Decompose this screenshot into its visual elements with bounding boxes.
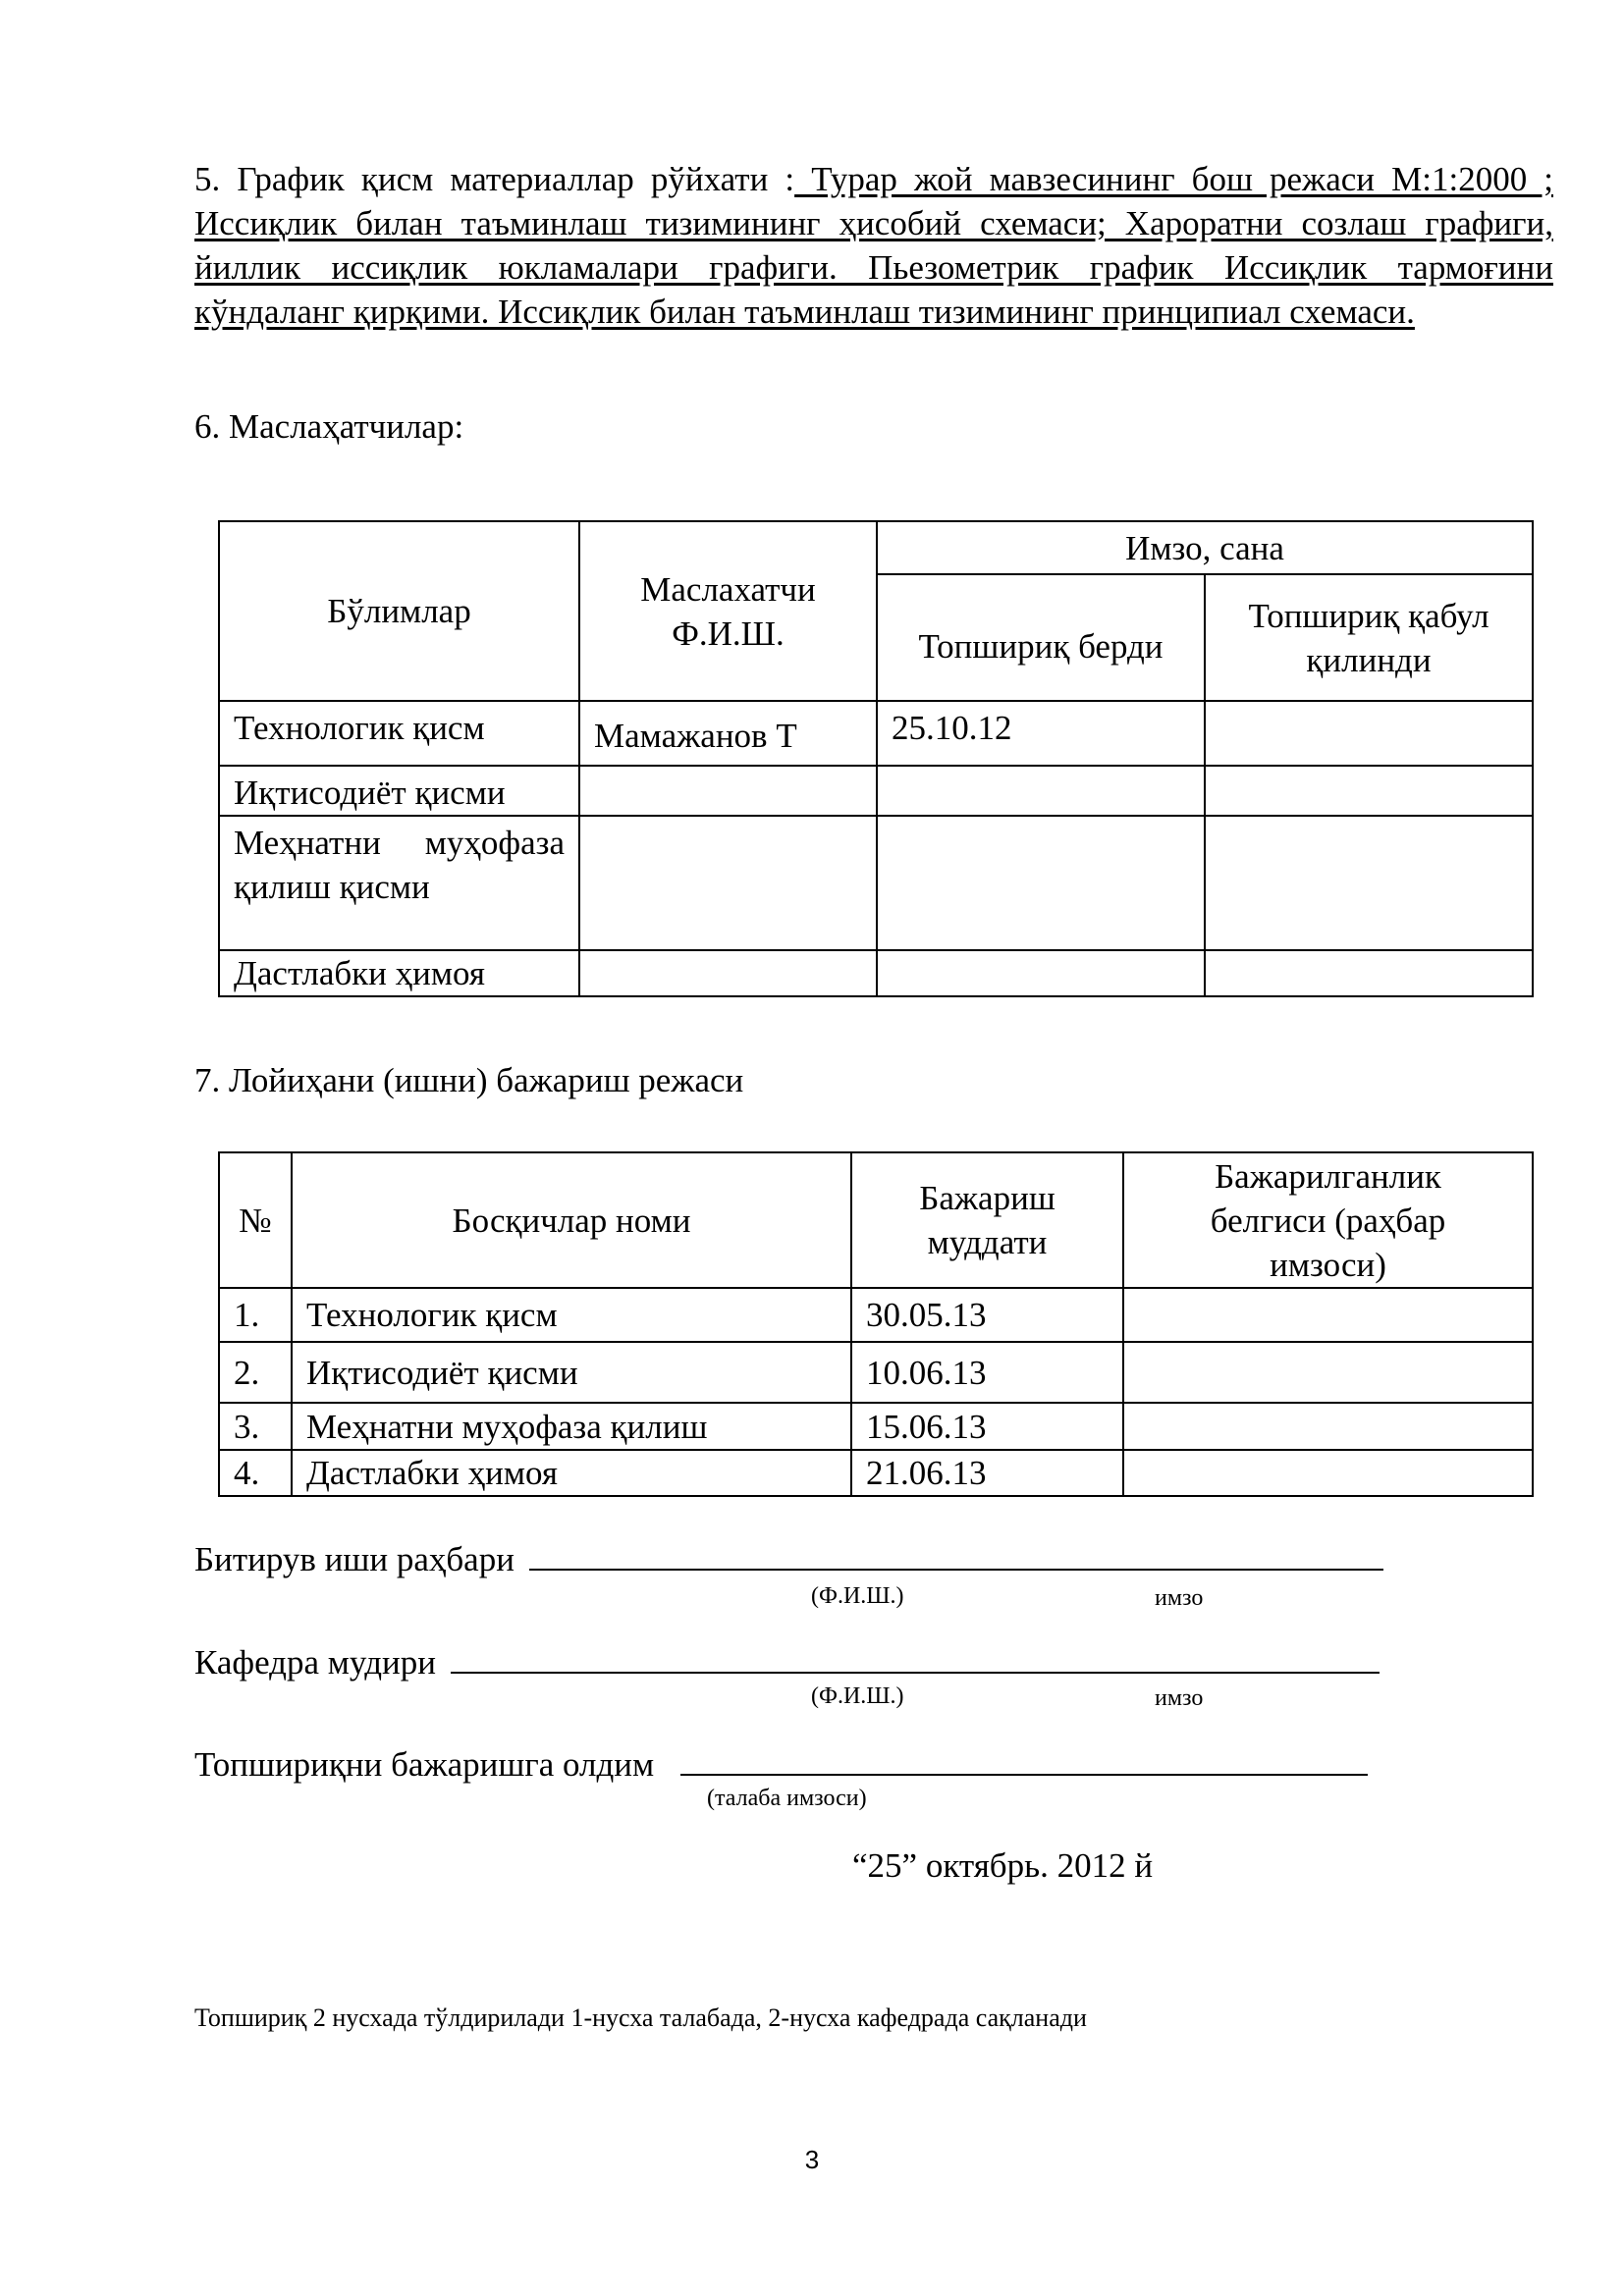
supervisor-fio-caption: (Ф.И.Ш.) <box>811 1583 904 1609</box>
supervisor-label: Битирув иши раҳбари <box>194 1540 514 1578</box>
graphic-materials-lead: 5. График қисм материаллар рўйхати : <box>194 160 795 198</box>
completion-mark <box>1123 1288 1533 1342</box>
section-name: Меҳнатни муҳофаза қилиш қисми <box>219 816 579 950</box>
header-given: Топшириқ берди <box>877 574 1205 701</box>
head-sign-caption: имзо <box>1155 1685 1204 1711</box>
head-signature-row <box>194 1636 1380 1684</box>
row-num: 3. <box>219 1403 292 1450</box>
accepted-date <box>1205 816 1533 950</box>
student-label: Топшириқни бажаришга олдим <box>194 1745 655 1784</box>
header-accepted: Топшириқ қабул қилинди <box>1205 574 1533 701</box>
table-row <box>219 766 1533 816</box>
deadline: 21.06.13 <box>851 1450 1123 1496</box>
section-name: Технологик қисм <box>219 701 579 766</box>
work-plan-title: 7. Лойиҳани (ишни) бажариш режаси <box>194 1061 744 1099</box>
header-num: № <box>219 1152 292 1288</box>
accepted-date <box>1205 701 1533 766</box>
table-row <box>219 1288 1533 1342</box>
row-num: 4. <box>219 1450 292 1496</box>
assignment-date: “25” октябрь. 2012 й <box>852 1846 1154 1885</box>
head-signature-field[interactable] <box>451 1636 1380 1674</box>
header-stage: Босқичлар номи <box>292 1152 851 1288</box>
stage-name: Дастлабки ҳимоя <box>292 1450 851 1496</box>
section-name: Иқтисодиёт қисми <box>219 766 579 816</box>
given-date <box>877 950 1205 996</box>
completion-mark <box>1123 1450 1533 1496</box>
header-deadline: Бажариш муддати <box>851 1152 1123 1288</box>
table-row <box>219 1450 1533 1496</box>
head-label: Кафедра мудири <box>194 1643 436 1682</box>
deadline: 15.06.13 <box>851 1403 1123 1450</box>
header-mark: Бажарилганлик белгиси (раҳбар имзоси) <box>1123 1152 1533 1288</box>
table-row <box>219 816 1533 950</box>
student-signature-field[interactable] <box>680 1738 1368 1776</box>
deadline: 10.06.13 <box>851 1342 1123 1403</box>
row-num: 2. <box>219 1342 292 1403</box>
supervisor-signature-row <box>194 1533 1383 1581</box>
work-plan-table <box>218 1151 1534 1497</box>
consultants-table <box>218 520 1534 997</box>
table-row <box>219 701 1533 766</box>
student-signature-row <box>194 1738 1368 1787</box>
header-signature-date: Имзо, сана <box>877 521 1533 574</box>
consultant-name <box>579 950 877 996</box>
table-row <box>219 1342 1533 1403</box>
deadline: 30.05.13 <box>851 1288 1123 1342</box>
student-signature-caption: (талаба имзоси) <box>707 1786 867 1811</box>
stage-name: Меҳнатни муҳофаза қилиш <box>292 1403 851 1450</box>
section-name: Дастлабки ҳимоя <box>219 950 579 996</box>
row-num: 1. <box>219 1288 292 1342</box>
supervisor-sign-caption: имзо <box>1155 1585 1204 1611</box>
given-date <box>877 816 1205 950</box>
header-consultant: Маслахатчи Ф.И.Ш. <box>579 521 877 701</box>
given-date: 25.10.12 <box>877 701 1205 766</box>
footer-note: Топшириқ 2 нусхада тўлдирилади 1-нусха талабада, 2-нусха кафедрада сақланади <box>194 2003 1087 2032</box>
consultants-title: 6. Маслаҳатчилар: <box>194 407 464 446</box>
graphic-materials-paragraph <box>194 157 1553 334</box>
accepted-date <box>1205 766 1533 816</box>
header-sections: Бўлимлар <box>219 521 579 701</box>
head-fio-caption: (Ф.И.Ш.) <box>811 1683 904 1709</box>
stage-name: Иқтисодиёт қисми <box>292 1342 851 1403</box>
consultant-name <box>579 766 877 816</box>
consultant-name: Мамажанов Т <box>579 701 877 766</box>
completion-mark <box>1123 1342 1533 1403</box>
graphic-materials-list: Турар жой мавзесининг бош режаси М:1:2000 ; Иссиқлик билан таъминлаш тизимининг ҳисобий схемаси; Хароратни созлаш графиги, йиллик иссиқлик юкламалари графиги. Пьезометрик график Иссиқлик тармоғини кўндаланг қирқими. Иссиқлик билан таъминлаш тизимининг принципиал схемаси. <box>194 160 1554 331</box>
table-row <box>219 950 1533 996</box>
consultant-name <box>579 816 877 950</box>
table-row <box>219 1403 1533 1450</box>
supervisor-signature-field[interactable] <box>529 1533 1383 1571</box>
completion-mark <box>1123 1403 1533 1450</box>
stage-name: Технологик қисм <box>292 1288 851 1342</box>
given-date <box>877 766 1205 816</box>
accepted-date <box>1205 950 1533 996</box>
page-number: 3 <box>804 2145 820 2174</box>
